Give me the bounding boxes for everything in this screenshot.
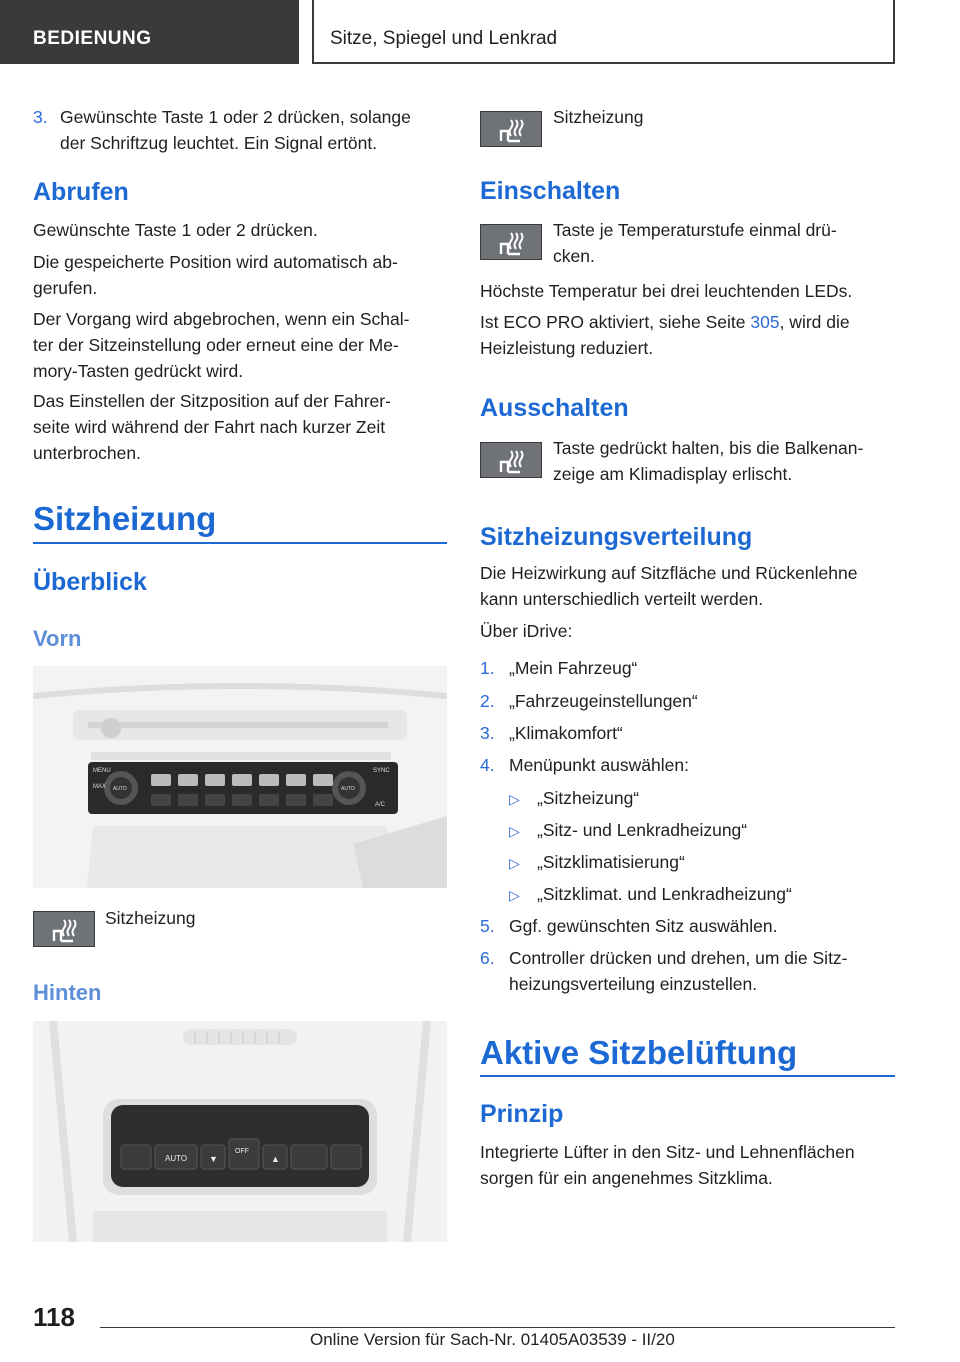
seat-heating-button-icon xyxy=(33,911,95,947)
chapter-title: Sitze, Spiegel und Lenkrad xyxy=(312,0,895,64)
step-number: 4. xyxy=(480,755,495,775)
section-tab: BEDIENUNG xyxy=(0,0,299,64)
heading-einschalten: Einschalten xyxy=(480,177,621,205)
bullet-triangle-icon: ▷ xyxy=(509,823,520,839)
text-line: ter der Sitzeinstellung oder erneut eine der Me‐ xyxy=(33,335,399,355)
step-text: „Mein Fahrzeug“ xyxy=(509,658,638,678)
footer-rule xyxy=(100,1327,895,1328)
panel-label: MENU xyxy=(93,768,111,774)
panel-label: A/C xyxy=(375,802,386,808)
panel-label: ▲ xyxy=(271,1154,280,1164)
text-line: kann unterschiedlich verteilt werden. xyxy=(480,589,764,609)
text-line: zeige am Klimadisplay erlischt. xyxy=(553,464,793,484)
list-item xyxy=(480,720,895,746)
panel-label: ▼ xyxy=(209,1154,218,1164)
panel-label: AUTO xyxy=(165,1154,188,1163)
text-line xyxy=(480,309,850,335)
heading-abrufen: Abrufen xyxy=(33,178,129,206)
panel-label: MAX xyxy=(93,784,107,790)
text-span: Ist ECO PRO aktiviert, siehe Seite xyxy=(480,312,751,332)
text-span: , wird die xyxy=(779,312,850,332)
panel-label: AUTO xyxy=(341,786,355,792)
step-number: 3. xyxy=(33,107,48,127)
page-link-305[interactable]: 305 xyxy=(750,312,780,332)
bullet-text: „Sitzklimat. und Lenkradheizung“ xyxy=(537,884,792,904)
text-line: Die gespeicherte Position wird automatisch ab‐ xyxy=(33,252,398,272)
sub-list-item xyxy=(509,817,895,843)
text-line: heizungsverteilung einzustellen. xyxy=(509,974,758,994)
step-text-line: Gewünschte Taste 1 oder 2 drücken, solange xyxy=(60,107,411,127)
step-text-line: der Schriftzug leuchtet. Ein Signal ertönt. xyxy=(60,133,378,153)
heading-aktive-sitzbelueftung: Aktive Sitzbelüftung xyxy=(480,1034,798,1071)
text-line: gerufen. xyxy=(33,278,98,298)
text-line: Heizleistung reduziert. xyxy=(480,338,654,358)
page-number: 118 xyxy=(33,1302,75,1332)
step-number: 5. xyxy=(480,916,495,936)
bullet-text: „Sitz- und Lenkradheizung“ xyxy=(537,820,748,840)
step-text: „Klimakomfort“ xyxy=(509,723,623,743)
seat-heating-icon xyxy=(498,117,526,143)
text-line: cken. xyxy=(553,246,595,266)
step-3 xyxy=(33,104,447,156)
heading-sitzheizung: Sitzheizung xyxy=(33,500,217,537)
text-line: Der Vorgang wird abgebrochen, wenn ein Schal‐ xyxy=(33,309,410,329)
heading-sitzheizungsverteilung: Sitzheizungsverteilung xyxy=(480,523,753,551)
text-line: Integrierte Lüfter in den Sitz- und Lehnenflächen xyxy=(480,1142,855,1162)
paragraph xyxy=(480,560,857,612)
front-climate-panel-photo xyxy=(33,666,447,888)
icon-caption: Sitzheizung xyxy=(105,908,196,928)
seat-heating-button-icon xyxy=(480,111,542,147)
text-line: mory-Tasten gedrückt wird. xyxy=(33,361,244,381)
heading-ueberblick: Überblick xyxy=(33,568,147,596)
icon-caption xyxy=(553,217,837,269)
heading-ausschalten: Ausschalten xyxy=(480,394,629,422)
step-number: 1. xyxy=(480,658,495,678)
step-number: 6. xyxy=(480,948,495,968)
heading-rule xyxy=(480,1075,895,1077)
heading-rule xyxy=(33,542,447,544)
text-line: Controller drücken und drehen, um die Sitz‐ xyxy=(509,948,848,968)
panel-label: OFF xyxy=(235,1148,249,1155)
seat-heating-icon xyxy=(498,230,526,256)
paragraph xyxy=(480,1139,855,1191)
list-item xyxy=(480,655,895,681)
step-number: 3. xyxy=(480,723,495,743)
icon-caption: Sitzheizung xyxy=(553,107,644,127)
sub-list-item xyxy=(509,849,895,875)
text-line: Das Einstellen der Sitzposition auf der Fahrer‐ xyxy=(33,391,391,411)
list-item xyxy=(480,752,895,778)
seat-heating-button-icon xyxy=(480,224,542,260)
sub-list-item xyxy=(509,785,895,811)
text-line: Die Heizwirkung auf Sitzfläche und Rückenlehne xyxy=(480,563,858,583)
front-panel-illustration xyxy=(33,666,447,888)
paragraph xyxy=(480,309,850,361)
sub-list-item xyxy=(509,881,895,907)
step-number: 2. xyxy=(480,691,495,711)
bullet-triangle-icon: ▷ xyxy=(509,887,520,903)
heading-prinzip: Prinzip xyxy=(480,1100,564,1128)
seat-heating-icon xyxy=(51,917,79,943)
text-line: seite wird während der Fahrt nach kurzer Zeit xyxy=(33,417,386,437)
step-text: Ggf. gewünschten Sitz auswählen. xyxy=(509,916,778,936)
paragraph: Über iDrive: xyxy=(480,621,573,641)
seat-heating-icon xyxy=(498,448,526,474)
panel-label: AUTO xyxy=(113,786,127,792)
seat-heating-button-icon xyxy=(480,442,542,478)
icon-caption xyxy=(553,435,863,487)
heading-hinten: Hinten xyxy=(33,980,102,1005)
step-text: Menüpunkt auswählen: xyxy=(509,755,689,775)
list-item xyxy=(480,945,895,997)
panel-label: SYNC xyxy=(373,768,390,774)
list-item xyxy=(480,688,895,714)
paragraph xyxy=(33,306,409,384)
bullet-text: „Sitzheizung“ xyxy=(537,788,640,808)
bullet-triangle-icon: ▷ xyxy=(509,855,520,871)
paragraph xyxy=(33,249,398,301)
rear-climate-panel-photo xyxy=(33,1021,447,1242)
rear-panel-illustration xyxy=(33,1021,447,1242)
bullet-triangle-icon: ▷ xyxy=(509,791,520,807)
paragraph xyxy=(33,388,391,466)
paragraph: Höchste Temperatur bei drei leuchtenden LEDs. xyxy=(480,281,853,301)
text-line: Taste gedrückt halten, bis die Balkenan‐ xyxy=(553,438,864,458)
step-text: „Fahrzeugeinstellungen“ xyxy=(509,691,698,711)
paragraph: Gewünschte Taste 1 oder 2 drücken. xyxy=(33,220,318,240)
online-version-note: Online Version für Sach-Nr. 01405A03539 - II/20 xyxy=(310,1330,675,1349)
bullet-text: „Sitzklimatisierung“ xyxy=(537,852,685,872)
list-item xyxy=(480,913,895,939)
text-line: unterbrochen. xyxy=(33,443,141,463)
text-line: Taste je Temperaturstufe einmal drü‐ xyxy=(553,220,837,240)
text-line: sorgen für ein angenehmes Sitzklima. xyxy=(480,1168,773,1188)
heading-vorn: Vorn xyxy=(33,626,82,651)
